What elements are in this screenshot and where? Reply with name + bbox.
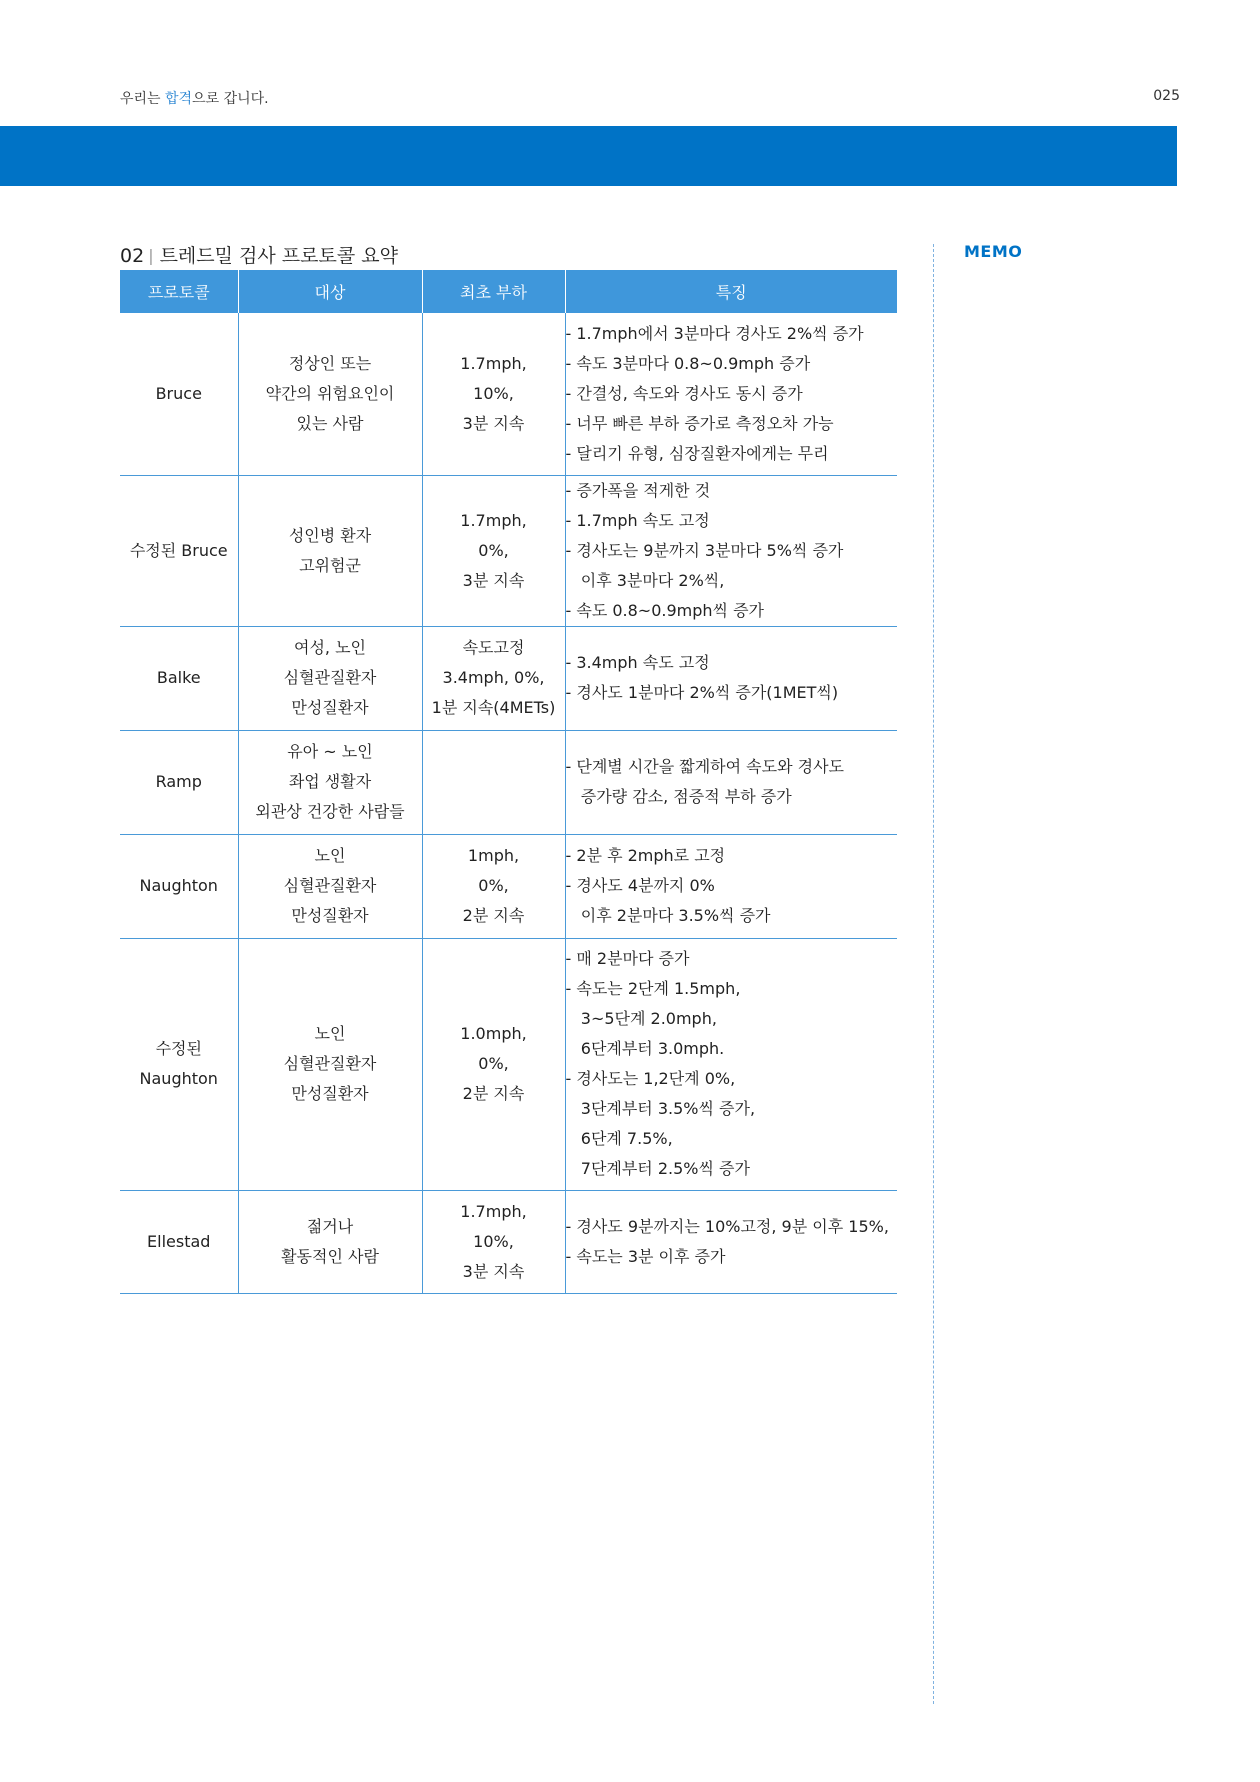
cell-target-line: 고위험군 (299, 555, 361, 575)
cell-initial-load (422, 313, 565, 475)
header-band (0, 126, 1177, 186)
cell-protocol-line: Naughton (139, 1069, 218, 1088)
cell-target-line: 활동적인 사람 (281, 1246, 379, 1266)
table-row (120, 938, 897, 1190)
section-title (120, 241, 398, 268)
column-header-features: 특징 (565, 270, 897, 313)
cell-features-line: - 1.7mph 속도 고정 (565, 510, 710, 530)
cell-initial-load (422, 938, 565, 1190)
cell-features-line: - 간결성, 속도와 경사도 동시 증가 (565, 383, 803, 403)
cell-features-line: - 속도는 3분 이후 증가 (565, 1246, 726, 1266)
cell-features-line: 7단계부터 2.5%씩 증가 (565, 1159, 750, 1178)
cell-initial-load (422, 730, 565, 834)
cell-initial-load-line: 1mph, (467, 846, 520, 865)
table-row (120, 313, 897, 475)
cell-features (565, 626, 897, 730)
cell-initial-load-line: 1.7mph, (460, 353, 527, 373)
cell-target-line: 있는 사람 (296, 413, 364, 433)
cell-target (238, 1190, 422, 1293)
cell-features-line: 6단계 7.5%, (565, 1129, 673, 1148)
cell-features-line: - 속도 0.8~0.9mph씩 증가 (565, 600, 764, 620)
cell-features-line: - 달리기 유형, 심장질환자에게는 무리 (565, 443, 829, 463)
cell-protocol-line: 수정된 (155, 1039, 202, 1058)
cell-initial-load-line: 3분 지속 (462, 413, 525, 433)
table-row (120, 730, 897, 834)
cell-initial-load-line: 0%, (478, 540, 509, 560)
cell-features (565, 834, 897, 938)
memo-column-rule (933, 244, 934, 1704)
cell-target (238, 475, 422, 626)
cell-features-line: 3~5단계 2.0mph, (565, 1009, 717, 1028)
cell-initial-load (422, 834, 565, 938)
cell-features-line: - 속도는 2단계 1.5mph, (565, 979, 741, 998)
running-head-highlight: 합격 (165, 91, 193, 107)
cell-target-line: 여성, 노인 (294, 638, 366, 657)
cell-features-line: - 단계별 시간을 짧게하여 속도와 경사도 (565, 757, 844, 776)
protocol-table-container (120, 270, 897, 1294)
cell-protocol-line: Naughton (139, 876, 218, 895)
cell-features (565, 313, 897, 475)
cell-protocol-line: 수정된 Bruce (129, 540, 228, 560)
column-header-protocol: 프로토콜 (120, 270, 238, 313)
cell-features-line: - 증가폭을 적게한 것 (565, 480, 711, 500)
running-head-text-post: 으로 갑니다. (192, 91, 269, 107)
cell-target (238, 626, 422, 730)
cell-target-line: 심혈관질환자 (283, 876, 377, 895)
cell-protocol-line: Bruce (155, 383, 202, 403)
cell-features-line: - 경사도 4분까지 0% (565, 876, 715, 895)
cell-initial-load-line: 2분 지속 (462, 1084, 525, 1103)
cell-target-line: 만성질환자 (291, 1084, 369, 1103)
cell-protocol (120, 730, 238, 834)
cell-features (565, 730, 897, 834)
cell-features-line: 이후 2분마다 3.5%씩 증가 (565, 906, 771, 925)
cell-target-line: 좌업 생활자 (288, 772, 372, 791)
cell-initial-load-line: 10%, (473, 383, 514, 403)
cell-initial-load-line: 2분 지속 (462, 906, 525, 925)
cell-protocol-line: Ramp (155, 772, 202, 791)
cell-features-line: - 3.4mph 속도 고정 (565, 653, 710, 672)
running-head-text-pre: 우리는 (120, 91, 166, 107)
cell-features-line: - 경사도 1분마다 2%씩 증가(1MET씩) (565, 683, 839, 702)
cell-features-line: 증가량 감소, 점증적 부하 증가 (565, 787, 792, 806)
cell-features-line: - 1.7mph에서 3분마다 경사도 2%씩 증가 (565, 323, 864, 343)
cell-protocol (120, 834, 238, 938)
cell-initial-load (422, 1190, 565, 1293)
cell-features-line: - 2분 후 2mph로 고정 (565, 846, 726, 865)
cell-initial-load-line: 3분 지속 (462, 570, 525, 590)
cell-features-line: - 너무 빠른 부하 증가로 측정오차 가능 (565, 413, 834, 433)
section-title-text: 트레드밀 검사 프로토콜 요약 (159, 245, 398, 267)
cell-target-line: 약간의 위험요인이 (265, 383, 395, 403)
cell-features-line: 6단계부터 3.0mph. (565, 1039, 725, 1058)
cell-features-line: - 경사도는 1,2단계 0%, (565, 1069, 736, 1088)
cell-protocol (120, 475, 238, 626)
cell-features-line: - 매 2분마다 증가 (565, 949, 690, 968)
running-head (120, 88, 269, 108)
cell-initial-load-line: 속도고정 (462, 638, 525, 657)
cell-initial-load (422, 475, 565, 626)
cell-initial-load-line: 0%, (478, 1054, 509, 1073)
table-header-row (120, 270, 897, 313)
cell-initial-load-line: 10%, (473, 1231, 514, 1251)
cell-features (565, 1190, 897, 1293)
column-header-initial-load: 최초 부하 (422, 270, 565, 313)
cell-initial-load-line: 1.0mph, (460, 1024, 527, 1043)
table-row (120, 626, 897, 730)
cell-target-line: 젊거나 (306, 1216, 354, 1236)
table-row (120, 1190, 897, 1293)
cell-protocol-line: Ellestad (147, 1231, 211, 1251)
cell-target-line: 노인 (314, 846, 346, 865)
table-row (120, 834, 897, 938)
cell-target-line: 정상인 또는 (288, 353, 372, 373)
section-divider: | (148, 246, 154, 265)
cell-features (565, 938, 897, 1190)
cell-initial-load-line: 1.7mph, (460, 1201, 527, 1221)
cell-protocol (120, 626, 238, 730)
cell-target (238, 938, 422, 1190)
cell-initial-load-line: 0%, (478, 876, 509, 895)
cell-initial-load-line: 3분 지속 (462, 1261, 525, 1281)
cell-target-line: 노인 (314, 1024, 346, 1043)
cell-features-line: - 속도 3분마다 0.8~0.9mph 증가 (565, 353, 811, 373)
cell-protocol (120, 313, 238, 475)
cell-target-line: 만성질환자 (291, 906, 369, 925)
cell-target (238, 313, 422, 475)
protocol-table (120, 270, 897, 1294)
cell-target-line: 유아 ~ 노인 (287, 742, 373, 761)
cell-protocol (120, 938, 238, 1190)
column-header-target: 대상 (238, 270, 422, 313)
cell-initial-load-line: 1분 지속(4METs) (431, 698, 556, 717)
cell-features-line: 3단계부터 3.5%씩 증가, (565, 1099, 756, 1118)
table-row (120, 475, 897, 626)
page-number: 025 (1153, 88, 1180, 104)
cell-target-line: 심혈관질환자 (283, 668, 377, 687)
cell-target (238, 730, 422, 834)
cell-initial-load-line: 1.7mph, (460, 510, 527, 530)
section-number: 02 (120, 245, 145, 267)
memo-label: MEMO (964, 242, 1023, 261)
cell-features-line: - 경사도 9분까지는 10%고정, 9분 이후 15%, (565, 1216, 889, 1236)
cell-initial-load (422, 626, 565, 730)
cell-target-line: 외관상 건강한 사람들 (255, 802, 405, 821)
cell-initial-load-line: 3.4mph, 0%, (442, 668, 545, 687)
cell-target-line: 성인병 환자 (288, 525, 372, 545)
cell-features (565, 475, 897, 626)
cell-target (238, 834, 422, 938)
cell-protocol-line: Balke (156, 668, 201, 687)
cell-protocol (120, 1190, 238, 1293)
cell-features-line: - 경사도는 9분까지 3분마다 5%씩 증가 (565, 540, 844, 560)
cell-target-line: 만성질환자 (291, 698, 369, 717)
cell-features-line: 이후 3분마다 2%씩, (565, 570, 725, 590)
cell-target-line: 심혈관질환자 (283, 1054, 377, 1073)
